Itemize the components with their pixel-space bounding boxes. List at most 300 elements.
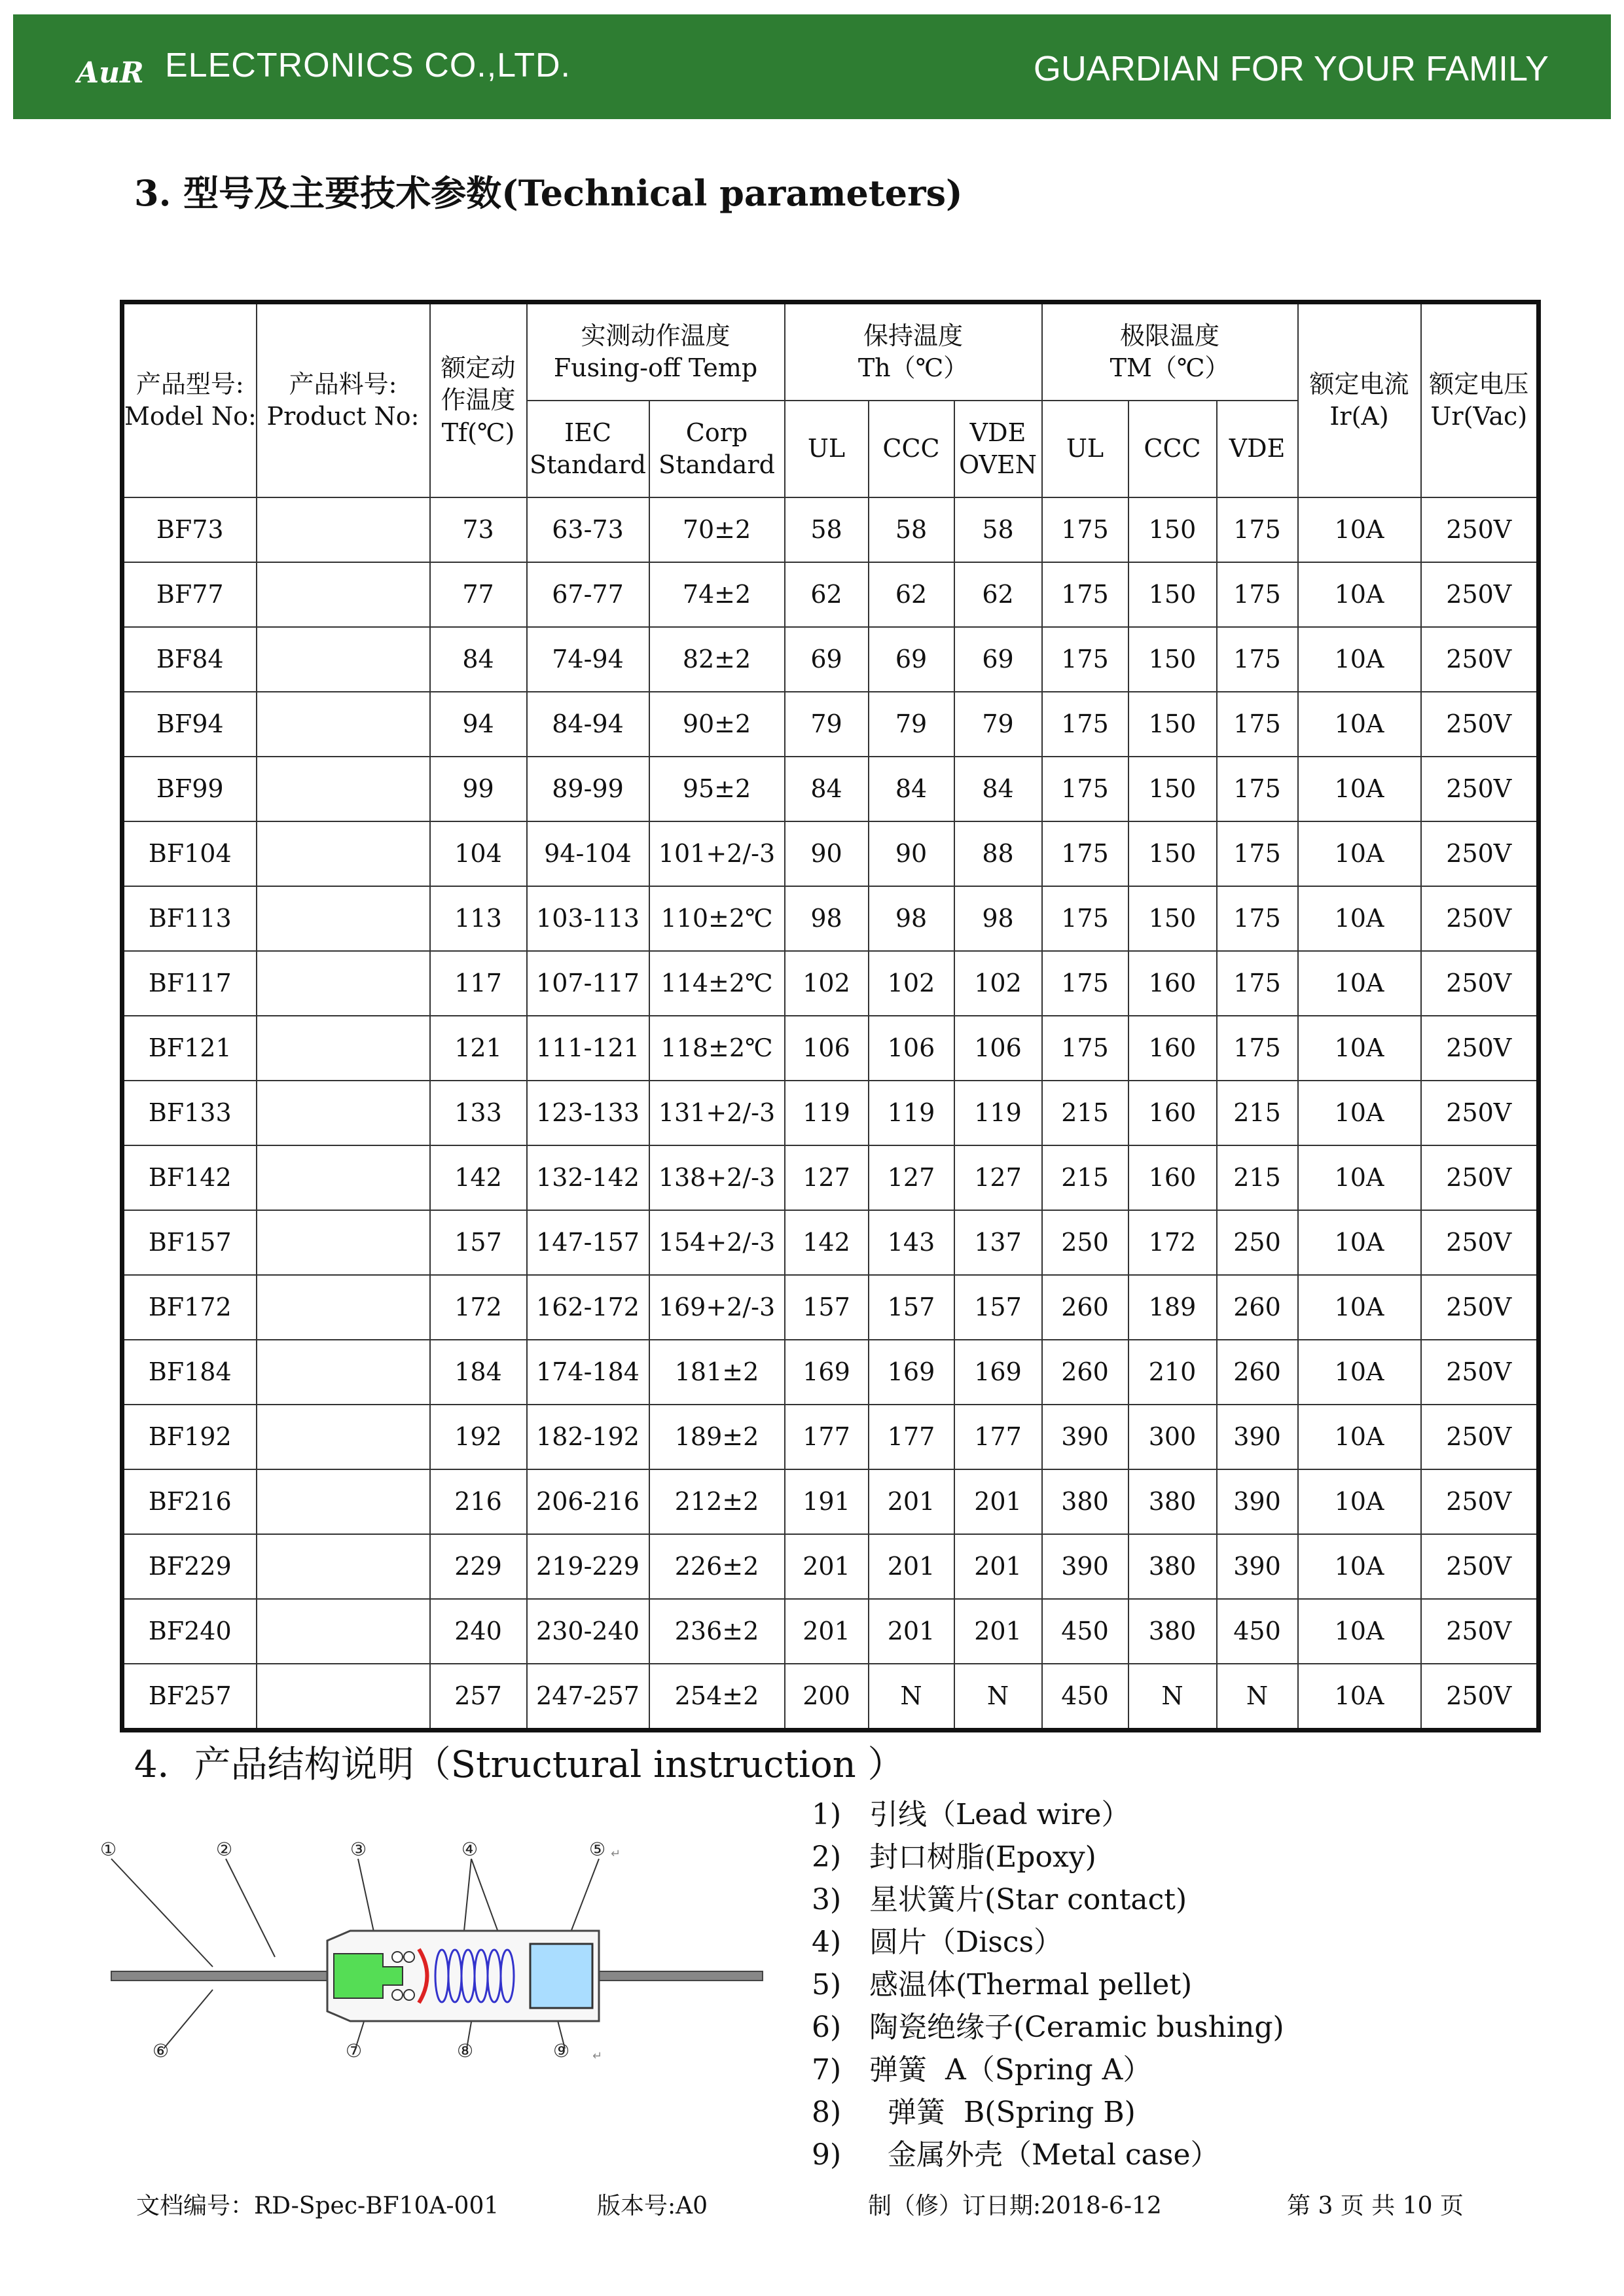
table-cell: 79: [954, 692, 1042, 757]
table-cell: 10A: [1298, 886, 1421, 951]
table-cell: [257, 1664, 430, 1731]
table-cell: BF94: [122, 692, 257, 757]
table-cell: 160: [1128, 1081, 1217, 1145]
table-row: [122, 1599, 1539, 1664]
label-4: ④: [461, 1839, 478, 1860]
table-cell: 84: [785, 757, 869, 821]
table-cell: 201: [869, 1534, 954, 1599]
list-item-number: 8): [812, 2096, 842, 2129]
table-cell: 175: [1217, 951, 1298, 1016]
footer-date: 制（修）订日期:2018-6-12: [868, 2193, 1162, 2219]
table-cell: 250V: [1421, 1275, 1539, 1340]
table-cell: 103-113: [527, 886, 649, 951]
table-cell: 169: [869, 1340, 954, 1405]
table-cell: [257, 951, 430, 1016]
table-cell: 390: [1042, 1534, 1128, 1599]
table-cell: 94: [430, 692, 527, 757]
table-cell: 206-216: [527, 1469, 649, 1534]
list-item-number: 5): [812, 1968, 842, 2001]
table-cell: 107-117: [527, 951, 649, 1016]
label-6: ⑥: [153, 2040, 170, 2062]
table-cell: 111-121: [527, 1016, 649, 1081]
table-cell: 157: [430, 1210, 527, 1275]
table-cell: 10A: [1298, 627, 1421, 692]
table-cell: 300: [1128, 1405, 1217, 1469]
table-cell: 240: [430, 1599, 527, 1664]
table-cell: 380: [1128, 1534, 1217, 1599]
table-row: [122, 1210, 1539, 1275]
list-item: [812, 1964, 1284, 2006]
table-cell: 142: [430, 1145, 527, 1210]
technical-parameters-table: [120, 300, 1541, 1732]
table-cell: BF73: [122, 497, 257, 562]
header-tm-ul: UL: [1042, 401, 1128, 497]
table-cell: 106: [785, 1016, 869, 1081]
table-cell: 250V: [1421, 951, 1539, 1016]
table-cell: 150: [1128, 886, 1217, 951]
list-item-number: 2): [812, 1840, 842, 1874]
table-cell: 10A: [1298, 1081, 1421, 1145]
table-cell: 247-257: [527, 1664, 649, 1731]
table-cell: 82±2: [649, 627, 785, 692]
table-cell: BF229: [122, 1534, 257, 1599]
table-cell: 450: [1042, 1664, 1128, 1731]
table-cell: 212±2: [649, 1469, 785, 1534]
header-th-ul: UL: [785, 401, 869, 497]
table-cell: 219-229: [527, 1534, 649, 1599]
table-cell: 150: [1128, 821, 1217, 886]
table-cell: 175: [1217, 692, 1298, 757]
table-cell: 250V: [1421, 1340, 1539, 1405]
table-cell: 181±2: [649, 1340, 785, 1405]
table-cell: 123-133: [527, 1081, 649, 1145]
table-cell: 84: [869, 757, 954, 821]
table-cell: 169: [954, 1340, 1042, 1405]
table-cell: [257, 1016, 430, 1081]
table-cell: 69: [869, 627, 954, 692]
table-row: [122, 692, 1539, 757]
header-tm-vde: VDE: [1217, 401, 1298, 497]
table-cell: 201: [869, 1469, 954, 1534]
table-cell: 79: [869, 692, 954, 757]
table-row: [122, 1534, 1539, 1599]
table-cell: 230-240: [527, 1599, 649, 1664]
table-cell: N: [954, 1664, 1042, 1731]
label-1: ①: [100, 1839, 117, 1860]
table-cell: 150: [1128, 692, 1217, 757]
table-row: [122, 886, 1539, 951]
table-cell: 250V: [1421, 1145, 1539, 1210]
table-cell: 236±2: [649, 1599, 785, 1664]
table-cell: 175: [1217, 497, 1298, 562]
table-cell: 90±2: [649, 692, 785, 757]
table-cell: [257, 692, 430, 757]
list-item-text: 圆片（Discs）: [869, 1926, 1063, 1959]
table-cell: [257, 1081, 430, 1145]
table-cell: [257, 821, 430, 886]
table-cell: 58: [785, 497, 869, 562]
table-cell: 90: [869, 821, 954, 886]
table-cell: BF240: [122, 1599, 257, 1664]
table-cell: 90: [785, 821, 869, 886]
table-cell: 175: [1042, 821, 1128, 886]
table-cell: 174-184: [527, 1340, 649, 1405]
list-item-text: 星状簧片(Star contact): [869, 1883, 1187, 1916]
table-cell: 10A: [1298, 1145, 1421, 1210]
table-cell: 84: [430, 627, 527, 692]
table-cell: 10A: [1298, 692, 1421, 757]
svg-text:AuR: AuR: [77, 56, 144, 90]
table-cell: 142: [785, 1210, 869, 1275]
table-cell: 154+2/-3: [649, 1210, 785, 1275]
table-row: [122, 562, 1539, 627]
table-cell: 67-77: [527, 562, 649, 627]
table-row: [122, 757, 1539, 821]
table-cell: 157: [954, 1275, 1042, 1340]
table-cell: 175: [1042, 627, 1128, 692]
table-cell: 119: [954, 1081, 1042, 1145]
table-cell: 229: [430, 1534, 527, 1599]
table-row: [122, 821, 1539, 886]
table-cell: 189: [1128, 1275, 1217, 1340]
table-cell: 250: [1217, 1210, 1298, 1275]
table-cell: BF113: [122, 886, 257, 951]
table-cell: 88: [954, 821, 1042, 886]
lead-wire-left: [111, 1971, 327, 1981]
table-cell: [257, 562, 430, 627]
table-row: [122, 1145, 1539, 1210]
table-cell: 58: [954, 497, 1042, 562]
table-cell: 10A: [1298, 1599, 1421, 1664]
table-cell: 160: [1128, 1016, 1217, 1081]
table-row: [122, 1275, 1539, 1340]
table-cell: 150: [1128, 562, 1217, 627]
table-cell: 89-99: [527, 757, 649, 821]
table-cell: 250V: [1421, 757, 1539, 821]
table-cell: 390: [1217, 1534, 1298, 1599]
list-item-number: 7): [812, 2053, 842, 2087]
table-cell: 175: [1042, 562, 1128, 627]
table-cell: 175: [1217, 562, 1298, 627]
list-item-number: 1): [812, 1798, 842, 1831]
table-cell: BF133: [122, 1081, 257, 1145]
table-cell: 250V: [1421, 1664, 1539, 1731]
list-item: [812, 1836, 1284, 1878]
footer-doc-no: 文档编号：RD-Spec-BF10A-001: [136, 2193, 499, 2219]
table-row: [122, 1016, 1539, 1081]
table-body: [122, 497, 1539, 1731]
table-cell: 10A: [1298, 1275, 1421, 1340]
table-cell: 127: [869, 1145, 954, 1210]
table-cell: BF257: [122, 1664, 257, 1731]
table-cell: BF142: [122, 1145, 257, 1210]
table-cell: 182-192: [527, 1405, 649, 1469]
table-cell: 175: [1042, 951, 1128, 1016]
list-item-text: 弹簧 A（Spring A）: [869, 2053, 1152, 2087]
table-cell: 201: [869, 1599, 954, 1664]
table-row: [122, 1081, 1539, 1145]
table-cell: 250V: [1421, 497, 1539, 562]
table-cell: 177: [954, 1405, 1042, 1469]
table-cell: BF184: [122, 1340, 257, 1405]
header-product-no: 产品料号: Product No:: [257, 302, 430, 498]
table-cell: 250V: [1421, 1016, 1539, 1081]
table-cell: BF99: [122, 757, 257, 821]
table-cell: 150: [1128, 627, 1217, 692]
table-cell: 62: [954, 562, 1042, 627]
structure-list: [812, 1793, 1284, 2176]
lead-wire-right: [599, 1971, 763, 1981]
table-cell: 250V: [1421, 1534, 1539, 1599]
table-cell: BF104: [122, 821, 257, 886]
table-cell: 157: [869, 1275, 954, 1340]
list-item-number: 3): [812, 1883, 842, 1916]
table-row: [122, 497, 1539, 562]
table-cell: [257, 1340, 430, 1405]
table-cell: 10A: [1298, 951, 1421, 1016]
table-cell: 390: [1217, 1469, 1298, 1534]
table-cell: 102: [954, 951, 1042, 1016]
list-item-text: 金属外壳（Metal case）: [869, 2138, 1219, 2172]
table-cell: 215: [1042, 1145, 1128, 1210]
table-cell: 201: [954, 1534, 1042, 1599]
label-2: ②: [216, 1839, 233, 1860]
table-cell: [257, 886, 430, 951]
table-cell: 250V: [1421, 1599, 1539, 1664]
table-cell: 390: [1042, 1405, 1128, 1469]
table-cell: 99: [430, 757, 527, 821]
table-cell: 106: [869, 1016, 954, 1081]
table-cell: 254±2: [649, 1664, 785, 1731]
table-cell: 175: [1042, 886, 1128, 951]
label-9: ⑨: [553, 2040, 570, 2062]
table-cell: 73: [430, 497, 527, 562]
list-item-number: 9): [812, 2138, 842, 2172]
table-cell: 137: [954, 1210, 1042, 1275]
table-cell: 150: [1128, 497, 1217, 562]
table-cell: 10A: [1298, 1664, 1421, 1731]
table-cell: BF84: [122, 627, 257, 692]
header-bar: [13, 14, 1611, 119]
list-item-text: 感温体(Thermal pellet): [869, 1968, 1193, 2001]
header-corp-standard: Corp Standard: [649, 401, 785, 497]
table-cell: BF121: [122, 1016, 257, 1081]
list-item: [812, 2134, 1284, 2176]
table-cell: 63-73: [527, 497, 649, 562]
header-rated-voltage: 额定电压 Ur(Vac): [1421, 302, 1539, 498]
table-cell: 106: [954, 1016, 1042, 1081]
table-cell: 121: [430, 1016, 527, 1081]
table-cell: 131+2/-3: [649, 1081, 785, 1145]
table-cell: 160: [1128, 951, 1217, 1016]
table-cell: 127: [785, 1145, 869, 1210]
header-max-temp: 极限温度 TM（℃）: [1042, 302, 1298, 401]
table-cell: 172: [430, 1275, 527, 1340]
table-cell: 74±2: [649, 562, 785, 627]
table-cell: [257, 1534, 430, 1599]
table-cell: 169+2/-3: [649, 1275, 785, 1340]
table-cell: 10A: [1298, 1405, 1421, 1469]
table-cell: 10A: [1298, 1469, 1421, 1534]
table-row: [122, 1340, 1539, 1405]
table-cell: 84-94: [527, 692, 649, 757]
table-cell: [257, 1275, 430, 1340]
table-cell: 380: [1128, 1599, 1217, 1664]
list-item: [812, 2006, 1284, 2049]
section-4-title: 4．产品结构说明（Structural instruction ）: [134, 1744, 905, 1786]
company-logo: [75, 52, 147, 92]
table-cell: 260: [1217, 1340, 1298, 1405]
table-cell: 62: [785, 562, 869, 627]
label-3: ③: [350, 1839, 367, 1860]
table-cell: 175: [1042, 692, 1128, 757]
list-item: [812, 1793, 1284, 1836]
table-cell: 114±2℃: [649, 951, 785, 1016]
table-cell: 175: [1217, 821, 1298, 886]
table-cell: 250: [1042, 1210, 1128, 1275]
return-mark-2: ↵: [592, 2049, 603, 2063]
table-cell: 10A: [1298, 1340, 1421, 1405]
table-cell: 390: [1217, 1405, 1298, 1469]
list-item: [812, 2091, 1284, 2134]
table-cell: 216: [430, 1469, 527, 1534]
table-cell: 119: [869, 1081, 954, 1145]
table-cell: 226±2: [649, 1534, 785, 1599]
table-cell: 175: [1217, 1016, 1298, 1081]
list-item-number: 6): [812, 2011, 842, 2044]
table-cell: 260: [1217, 1275, 1298, 1340]
list-item-number: 4): [812, 1926, 842, 1959]
table-cell: 177: [869, 1405, 954, 1469]
header-fusing-off-temp: 实测动作温度 Fusing-off Temp: [527, 302, 785, 401]
table-cell: 250V: [1421, 1469, 1539, 1534]
table-cell: 95±2: [649, 757, 785, 821]
table-cell: 175: [1217, 627, 1298, 692]
table-cell: 157: [785, 1275, 869, 1340]
table-cell: 257: [430, 1664, 527, 1731]
table-cell: [257, 627, 430, 692]
table-cell: 201: [785, 1534, 869, 1599]
table-cell: 450: [1217, 1599, 1298, 1664]
table-cell: 175: [1217, 886, 1298, 951]
table-cell: 58: [869, 497, 954, 562]
table-cell: BF117: [122, 951, 257, 1016]
table-cell: 215: [1217, 1081, 1298, 1145]
table-row: [122, 951, 1539, 1016]
table-cell: 74-94: [527, 627, 649, 692]
list-item-text: 弹簧 B(Spring B): [869, 2096, 1136, 2129]
table-cell: BF192: [122, 1405, 257, 1469]
table-cell: 84: [954, 757, 1042, 821]
table-cell: 175: [1042, 497, 1128, 562]
table-cell: 380: [1042, 1469, 1128, 1534]
table-cell: 10A: [1298, 1534, 1421, 1599]
header-th-ccc: CCC: [869, 401, 954, 497]
table-cell: 169: [785, 1340, 869, 1405]
table-row: [122, 1405, 1539, 1469]
table-cell: [257, 1145, 430, 1210]
list-item: [812, 1878, 1284, 1921]
table-cell: 98: [869, 886, 954, 951]
label-8: ⑧: [457, 2040, 474, 2062]
table-cell: 250V: [1421, 562, 1539, 627]
table-cell: 10A: [1298, 1016, 1421, 1081]
table-cell: 102: [869, 951, 954, 1016]
table-row: [122, 1469, 1539, 1534]
table-cell: N: [869, 1664, 954, 1731]
table-cell: 10A: [1298, 1210, 1421, 1275]
table-cell: 175: [1042, 757, 1128, 821]
table-cell: 250V: [1421, 1405, 1539, 1469]
table-cell: N: [1128, 1664, 1217, 1731]
section-3-title: 3. 型号及主要技术参数(Technical parameters): [134, 172, 963, 214]
table-cell: 177: [785, 1405, 869, 1469]
table-cell: 132-142: [527, 1145, 649, 1210]
list-item-text: 陶瓷绝缘子(Ceramic bushing): [869, 2011, 1284, 2044]
table-cell: 147-157: [527, 1210, 649, 1275]
header-rated-temp: 额定动 作温度 Tf(℃): [430, 302, 527, 498]
table-cell: 150: [1128, 757, 1217, 821]
table-cell: 250V: [1421, 692, 1539, 757]
table-cell: [257, 1405, 430, 1469]
table-cell: 160: [1128, 1145, 1217, 1210]
table-cell: 101+2/-3: [649, 821, 785, 886]
table-cell: 98: [954, 886, 1042, 951]
table-cell: 172: [1128, 1210, 1217, 1275]
table-cell: 450: [1042, 1599, 1128, 1664]
table-cell: 10A: [1298, 497, 1421, 562]
table-cell: [257, 1210, 430, 1275]
table-cell: 77: [430, 562, 527, 627]
table-cell: 138+2/-3: [649, 1145, 785, 1210]
table-cell: 62: [869, 562, 954, 627]
list-item-text: 引线（Lead wire）: [869, 1798, 1130, 1831]
table-cell: 70±2: [649, 497, 785, 562]
header-model-no: 产品型号: Model No:: [122, 302, 257, 498]
table-cell: 201: [954, 1599, 1042, 1664]
table-cell: 210: [1128, 1340, 1217, 1405]
label-7: ⑦: [346, 2040, 363, 2062]
table-cell: 113: [430, 886, 527, 951]
table-cell: 69: [954, 627, 1042, 692]
table-cell: 260: [1042, 1275, 1128, 1340]
table-cell: [257, 497, 430, 562]
table-cell: 127: [954, 1145, 1042, 1210]
table-cell: 260: [1042, 1340, 1128, 1405]
table-cell: BF77: [122, 562, 257, 627]
table-cell: 192: [430, 1405, 527, 1469]
footer-page: 第 3 页 共 10 页: [1287, 2193, 1464, 2219]
table-cell: 200: [785, 1664, 869, 1731]
header-iec-standard: IEC Standard: [527, 401, 649, 497]
company-name: ELECTRONICS CO.,LTD.: [165, 46, 571, 84]
table-cell: 143: [869, 1210, 954, 1275]
table-cell: N: [1217, 1664, 1298, 1731]
table-cell: 69: [785, 627, 869, 692]
table-cell: 104: [430, 821, 527, 886]
label-5: ⑤: [589, 1839, 606, 1860]
table-cell: 10A: [1298, 562, 1421, 627]
table-cell: [257, 1469, 430, 1534]
list-item-text: 封口树脂(Epoxy): [869, 1840, 1096, 1874]
table-cell: 201: [954, 1469, 1042, 1534]
table-cell: 191: [785, 1469, 869, 1534]
table-cell: 110±2℃: [649, 886, 785, 951]
table-cell: 250V: [1421, 886, 1539, 951]
table-cell: 117: [430, 951, 527, 1016]
table-cell: 133: [430, 1081, 527, 1145]
table-cell: 250V: [1421, 627, 1539, 692]
